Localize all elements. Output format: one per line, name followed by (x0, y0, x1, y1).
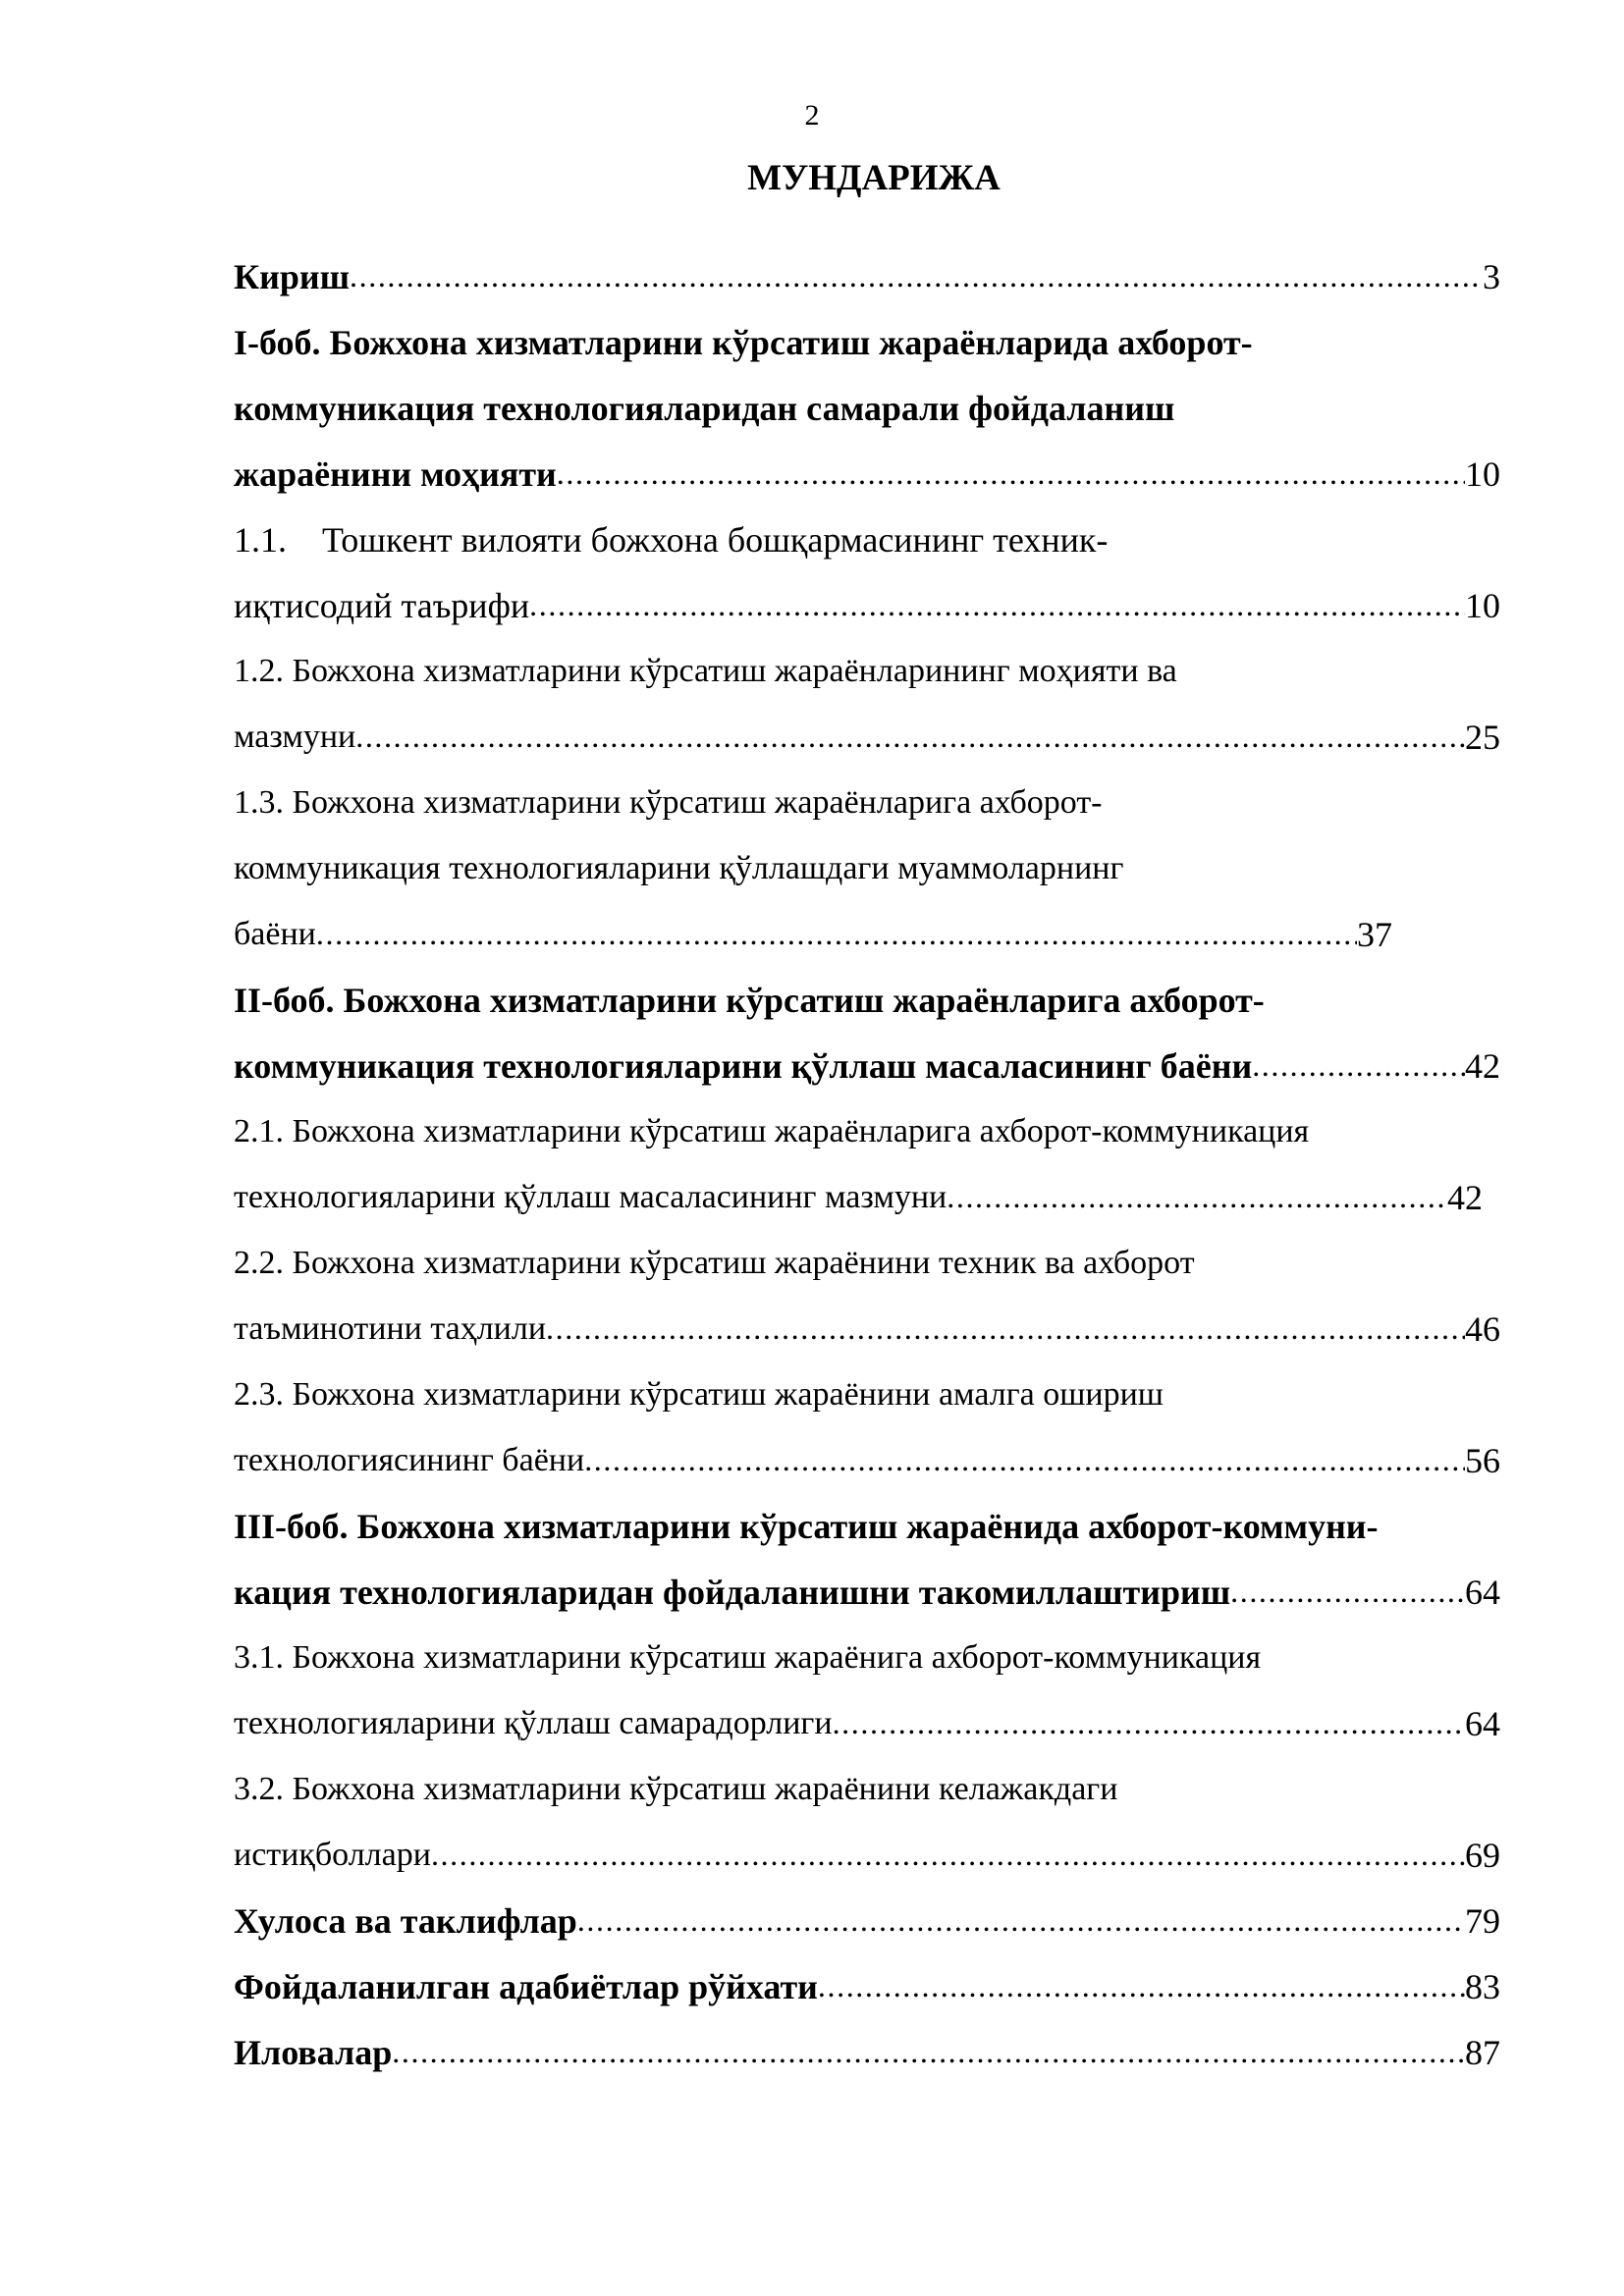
toc-section-2-3-line-1 (234, 1362, 1500, 1427)
toc-section-number: 1.1. (234, 519, 287, 560)
toc-entry-title: истиқболлари (234, 1836, 431, 1873)
toc-section-2-2-line-1 (234, 1230, 1500, 1296)
toc-entry-title: 3.1. Божхона хизматларини кўрсатиш жараёнига ахборот-коммуникация (234, 1638, 1262, 1676)
dot-leader (316, 916, 1357, 952)
toc-entry-title: II-боб. Божхона хизматларини кўрсатиш жараёнларига ахборот- (234, 980, 1265, 1020)
toc-page-number: 64 (1465, 1572, 1500, 1612)
toc-section-1-2-line-1 (234, 638, 1500, 704)
toc-entry-conclusion (234, 1888, 1500, 1953)
toc-entry-title: I-боб. Божхона хизматларини кўрсатиш жараёнларида ахборот- (234, 322, 1253, 362)
dot-leader (1252, 1047, 1465, 1084)
toc-section-2-1-line-1 (234, 1098, 1500, 1164)
toc-entry-appendix (234, 2019, 1500, 2085)
toc-section-2-3-line-2 (234, 1427, 1500, 1493)
toc-section-1-3-line-3 (234, 901, 1392, 967)
toc-entry-title: Фойдаланилган адабиётлар рўйхати (234, 1966, 818, 2006)
toc-entry-title: мазмуни (234, 718, 356, 755)
toc-chapter-2-line-2 (234, 1033, 1500, 1098)
toc-page-number: 10 (1465, 454, 1500, 494)
toc-chapter-3-line-2 (234, 1559, 1500, 1625)
dot-leader (557, 455, 1465, 492)
toc-chapter-1-line-2 (234, 375, 1500, 441)
toc-page-number: 3 (1483, 256, 1500, 296)
toc-chapter-3-line-1 (234, 1493, 1500, 1559)
dot-leader (1230, 1574, 1465, 1610)
toc-entry-title: коммуникация технологияларини қўллаш масаласининг баёни (234, 1045, 1253, 1086)
toc-page-number: 46 (1465, 1308, 1500, 1349)
toc-page-number: 79 (1465, 1900, 1500, 1941)
toc-page-number: 56 (1465, 1440, 1500, 1480)
toc-section-3-2-line-1 (234, 1756, 1500, 1822)
dot-leader (529, 587, 1465, 623)
toc-section-2-2-line-2 (234, 1296, 1500, 1362)
toc-entry-title: 1.2. Божхона хизматларини кўрсатиш жараёнларининг моҳияти ва (234, 652, 1177, 689)
toc-section-3-2-line-2 (234, 1822, 1500, 1888)
toc-entry-title: баёни (234, 915, 316, 952)
toc-entry-title: 3.2. Божхона хизматларини кўрсатиш жараёнини келажакдаги (234, 1770, 1118, 1807)
toc-entry-title: 2.1. Божхона хизматларини кўрсатиш жараёнларига ахборот-коммуникация (234, 1112, 1310, 1149)
toc-entry-title: 1.3. Божхона хизматларини кўрсатиш жараёнларига ахборот- (234, 783, 1103, 821)
toc-entry-intro (234, 243, 1500, 309)
toc-chapter-1-line-1 (234, 309, 1500, 375)
toc-entry-title: коммуникация технологияларини қўллашдаги муаммоларнинг (234, 849, 1124, 886)
dot-leader (350, 258, 1483, 294)
toc-page-number: 83 (1465, 1966, 1500, 2006)
toc-section-2-1-line-2 (234, 1164, 1483, 1230)
toc-entry-title: Иловалар (234, 2032, 393, 2072)
toc-section-3-1-line-1 (234, 1625, 1500, 1690)
toc-entry-title: иқтисодий таърифи (234, 585, 530, 625)
toc-page-number: 69 (1465, 1835, 1500, 1875)
toc-entry-title: технологияларини қўллаш самарадорлиги (234, 1704, 833, 1741)
table-of-contents (234, 243, 1500, 2085)
toc-entry-title: 2.3. Божхона хизматларини кўрсатиш жараёнини амалга ошириш (234, 1375, 1164, 1413)
dot-leader (947, 1179, 1447, 1215)
dot-leader (584, 1442, 1465, 1478)
toc-entry-title: таъминотини таҳлили (234, 1309, 547, 1347)
dot-leader (577, 1902, 1465, 1939)
dot-leader (818, 1968, 1465, 2004)
toc-entry-title: технологиясининг баёни (234, 1441, 585, 1478)
dot-leader (355, 719, 1465, 755)
toc-page-number: 42 (1447, 1177, 1483, 1217)
toc-section-1-2-line-2 (234, 704, 1500, 770)
toc-entry-title: технологияларини қўллаш масаласининг мазмуни (234, 1178, 947, 1215)
toc-page-number: 10 (1465, 585, 1500, 625)
toc-section-1-3-line-1 (234, 770, 1500, 835)
toc-page-number: 25 (1465, 717, 1500, 757)
toc-entry-title: Кириш (234, 256, 351, 296)
page-title: МУНДАРИЖА (747, 158, 1001, 198)
dot-leader (392, 2034, 1465, 2070)
dot-leader (546, 1310, 1465, 1347)
toc-page-number: 37 (1357, 914, 1392, 954)
toc-entry-title: жараёнини моҳияти (234, 454, 557, 494)
toc-entry-title: кация технологияларидан фойдаланишни такомиллаштириш (234, 1572, 1231, 1612)
toc-entry-title: Тошкент вилояти божхона бошқармасининг техник- (322, 519, 1109, 560)
toc-page-number: 64 (1465, 1703, 1500, 1743)
dot-leader (431, 1837, 1465, 1873)
toc-entry-title: III-боб. Божхона хизматларини кўрсатиш жараёнида ахборот-коммуни- (234, 1506, 1379, 1546)
toc-section-1-3-line-2 (234, 835, 1500, 901)
toc-page-number: 42 (1465, 1045, 1500, 1086)
page-number: 2 (804, 99, 820, 132)
toc-entry-references (234, 1953, 1500, 2019)
toc-section-1-1-line-2 (234, 572, 1500, 638)
toc-page-number: 87 (1465, 2032, 1500, 2072)
dot-leader (833, 1705, 1465, 1741)
toc-entry-title: коммуникация технологияларидан самарали фойдаланиш (234, 388, 1175, 428)
toc-section-3-1-line-2 (234, 1690, 1500, 1756)
toc-entry-title: 2.2. Божхона хизматларини кўрсатиш жараёнини техник ва ахборот (234, 1244, 1195, 1281)
toc-chapter-2-line-1 (234, 967, 1500, 1033)
toc-chapter-1-line-3 (234, 441, 1500, 507)
toc-section-1-1-line-1 (234, 507, 1500, 572)
toc-entry-title: Хулоса ва таклифлар (234, 1900, 577, 1941)
